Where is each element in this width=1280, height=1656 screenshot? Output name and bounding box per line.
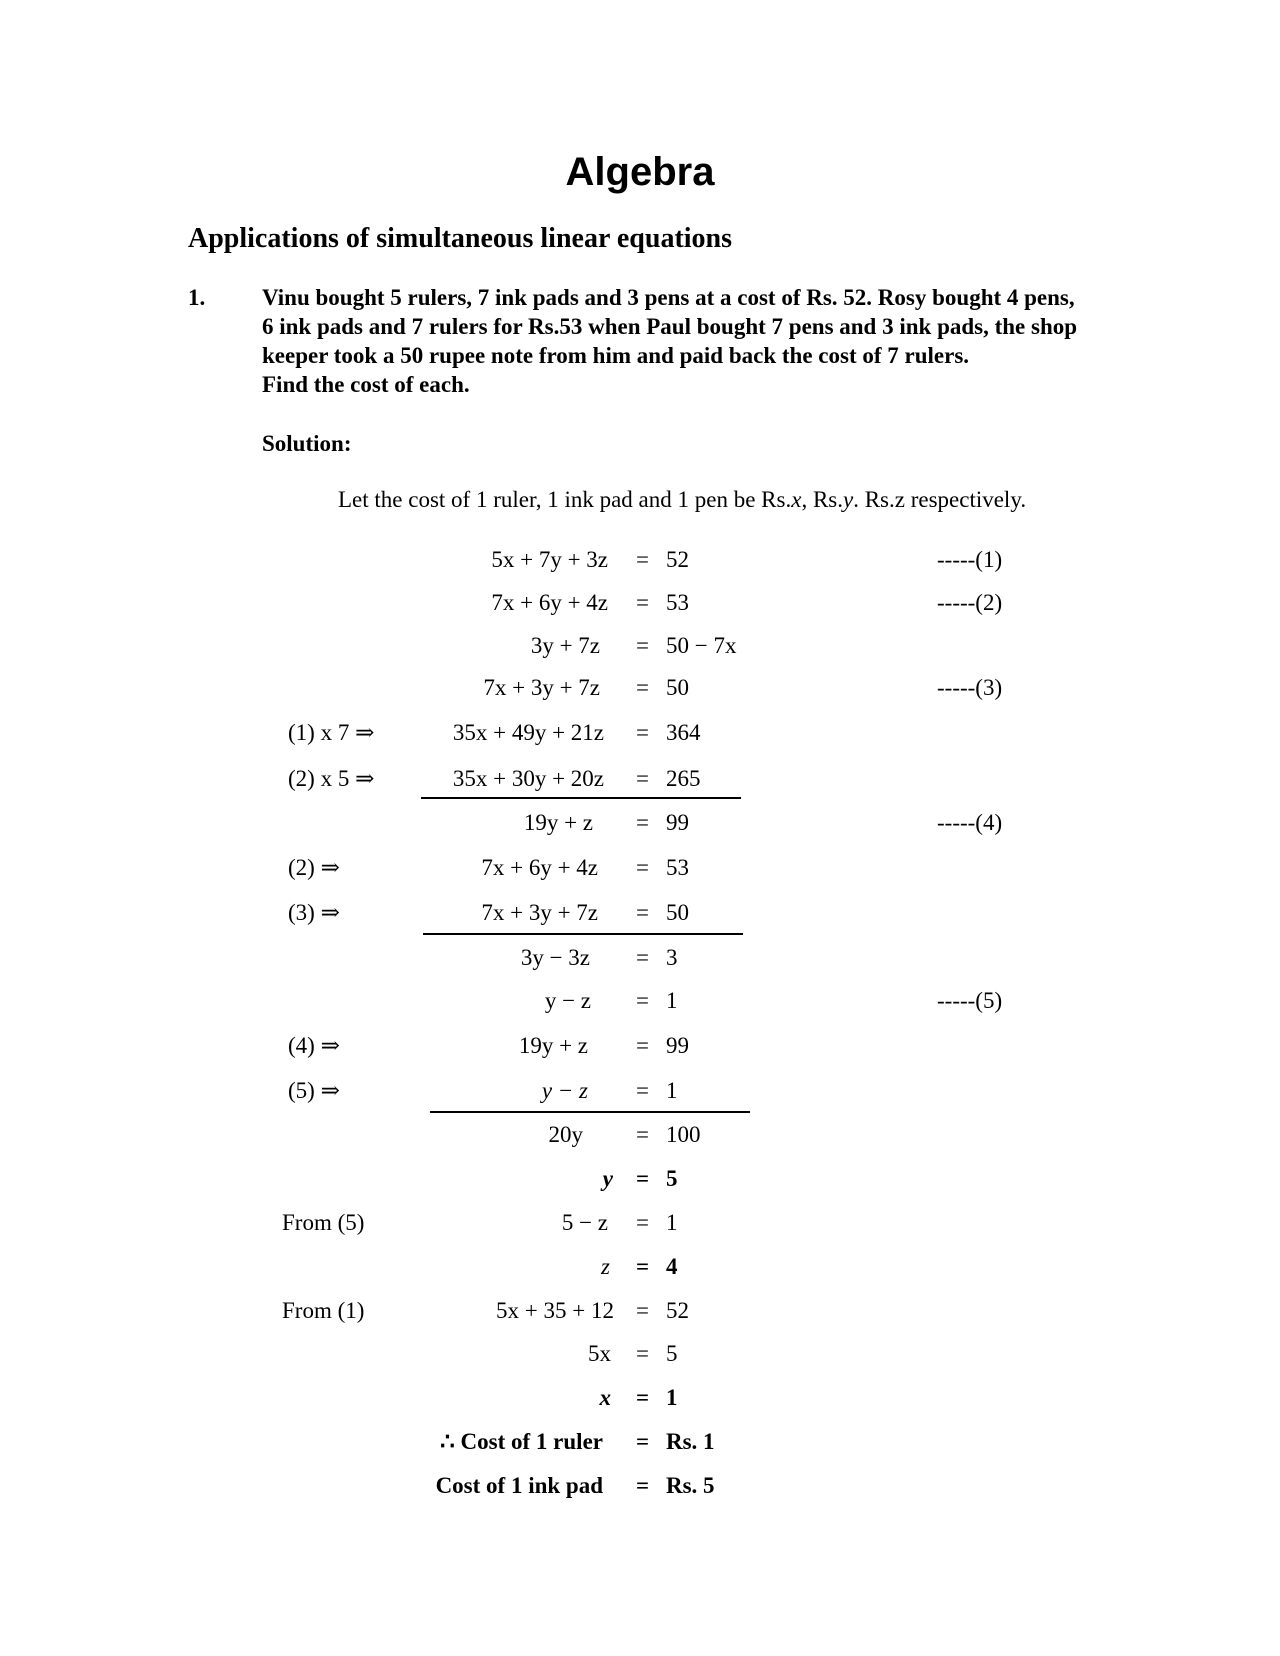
section-heading: Applications of simultaneous linear equations [188, 223, 733, 254]
equals-sign: = [636, 1429, 650, 1454]
equation-rhs: 100 [666, 1122, 701, 1147]
equation-rhs: 52 [666, 1298, 689, 1323]
step-label: From (5) [282, 1210, 365, 1235]
equals-sign: = [636, 1385, 650, 1410]
equation-lhs: x [599, 1385, 611, 1410]
equation-lhs: 5 − z [561, 1210, 608, 1235]
question-line-1: Vinu bought 5 rulers, 7 ink pads and 3 pens at a cost of Rs. 52. Rosy bought 4 pens, [262, 285, 1075, 310]
equals-sign: = [636, 547, 649, 572]
equation-lhs: y − z [544, 988, 591, 1013]
equation-lhs: 5x + 35 + 12 [496, 1298, 614, 1323]
equals-sign: = [636, 1341, 649, 1366]
equals-sign: = [636, 1122, 649, 1147]
equals-sign: = [636, 1210, 649, 1235]
equation-rhs: 5 [666, 1166, 678, 1191]
equals-sign: = [636, 590, 649, 615]
equation-lhs: 19y + z [523, 810, 593, 835]
sum-divider [430, 1111, 750, 1113]
equation-lhs: 35x + 30y + 20z [452, 766, 604, 791]
equals-sign: = [636, 633, 649, 658]
equation-row [0, 1339, 1280, 1369]
equals-sign: = [636, 675, 649, 700]
equals-sign: = [636, 945, 649, 970]
equation-rhs: 265 [666, 766, 701, 791]
equals-sign: = [636, 1254, 650, 1279]
equation-row [0, 943, 1280, 973]
equation-lhs: y [602, 1166, 613, 1191]
equals-sign: = [636, 766, 649, 791]
result-label: Cost of 1 ink pad [435, 1473, 603, 1498]
equation-rhs: 4 [666, 1254, 678, 1279]
result-row [0, 1427, 1280, 1457]
equation-rhs: 1 [666, 988, 678, 1013]
equation-lhs: 20y [548, 1122, 583, 1147]
question-number: 1. [188, 285, 206, 310]
page-title: Algebra [565, 150, 715, 194]
equals-sign: = [636, 1078, 649, 1103]
equation-row [0, 631, 1280, 661]
equation-reference: -----(3) [937, 675, 1003, 700]
equation-rhs: 50 [666, 675, 689, 700]
equation-row [0, 1076, 1280, 1106]
result-value: Rs. 1 [666, 1429, 715, 1454]
solution-intro: Let the cost of 1 ruler, 1 ink pad and 1 pen be Rs.x, Rs.y. Rs.z respectively. [338, 487, 1027, 512]
equation-reference: -----(4) [937, 810, 1003, 835]
step-label: (3) ⇒ [288, 900, 340, 925]
equation-lhs: y − z [541, 1078, 588, 1103]
equation-rhs: 1 [666, 1210, 678, 1235]
equals-sign: = [636, 1033, 649, 1058]
equation-row [0, 588, 1280, 618]
equation-row [0, 1164, 1280, 1194]
equation-reference: -----(5) [937, 988, 1003, 1013]
result-row [0, 1471, 1280, 1501]
equation-rhs: 50 [666, 900, 689, 925]
step-label: (1) x 7 ⇒ [288, 720, 375, 745]
equation-lhs: 35x + 49y + 21z [452, 720, 604, 745]
equation-reference: -----(1) [937, 547, 1003, 572]
equation-lhs: 3y + 7z [530, 633, 600, 658]
sum-divider [421, 797, 741, 799]
equals-sign: = [636, 900, 649, 925]
equation-lhs: 7x + 6y + 4z [481, 855, 598, 880]
equation-row [0, 1031, 1280, 1061]
equals-sign: = [636, 1298, 649, 1323]
equation-row [0, 1383, 1280, 1413]
equation-row [0, 545, 1280, 575]
equation-row [0, 986, 1280, 1016]
equation-rhs: 53 [666, 590, 689, 615]
equation-rhs: 1 [666, 1078, 678, 1103]
equation-rhs: 52 [666, 547, 689, 572]
equation-rhs: 53 [666, 855, 689, 880]
equation-row [0, 718, 1280, 748]
equation-rhs: 99 [666, 810, 689, 835]
equals-sign: = [636, 810, 649, 835]
equation-lhs: 5x + 7y + 3z [491, 547, 608, 572]
equation-rhs: 50 − 7x [666, 633, 737, 658]
equation-lhs: z [601, 1254, 610, 1279]
equation-lhs: 19y + z [518, 1033, 588, 1058]
equation-row [0, 764, 1280, 794]
equals-sign: = [636, 855, 649, 880]
equation-reference: -----(2) [937, 590, 1003, 615]
equation-row [0, 1296, 1280, 1326]
step-label: (5) ⇒ [288, 1078, 340, 1103]
step-label: (2) ⇒ [288, 855, 340, 880]
equation-lhs: 7x + 3y + 7z [481, 900, 598, 925]
step-label: From (1) [282, 1298, 365, 1323]
step-label: (4) ⇒ [288, 1033, 340, 1058]
equation-lhs: 7x + 3y + 7z [483, 675, 600, 700]
equation-row [0, 808, 1280, 838]
equation-row [0, 853, 1280, 883]
question-line-2: 6 ink pads and 7 rulers for Rs.53 when Paul bought 7 pens and 3 ink pads, the shop [262, 314, 1078, 339]
equation-lhs: 5x [588, 1341, 611, 1366]
question-line-3: keeper took a 50 rupee note from him and paid back the cost of 7 rulers. [262, 343, 970, 368]
question-line-4: Find the cost of each. [262, 372, 470, 397]
equation-row [0, 1208, 1280, 1238]
result-value: Rs. 5 [666, 1473, 715, 1498]
equation-rhs: 5 [666, 1341, 678, 1366]
equation-row [0, 1252, 1280, 1282]
equation-lhs: 7x + 6y + 4z [491, 590, 608, 615]
result-label: ∴ Cost of 1 ruler [440, 1429, 603, 1454]
equation-rhs: 99 [666, 1033, 689, 1058]
equation-row [0, 898, 1280, 928]
equals-sign: = [636, 1473, 650, 1498]
equation-rhs: 364 [666, 720, 701, 745]
equation-row [0, 673, 1280, 703]
solution-label: Solution: [262, 431, 352, 456]
equation-row [0, 1120, 1280, 1150]
equals-sign: = [636, 1166, 650, 1191]
difference-divider [423, 933, 743, 935]
equals-sign: = [636, 988, 649, 1013]
step-label: (2) x 5 ⇒ [288, 766, 375, 791]
equation-rhs: 1 [666, 1385, 678, 1410]
equation-rhs: 3 [666, 945, 678, 970]
equation-lhs: 3y − 3z [520, 945, 590, 970]
equals-sign: = [636, 720, 649, 745]
